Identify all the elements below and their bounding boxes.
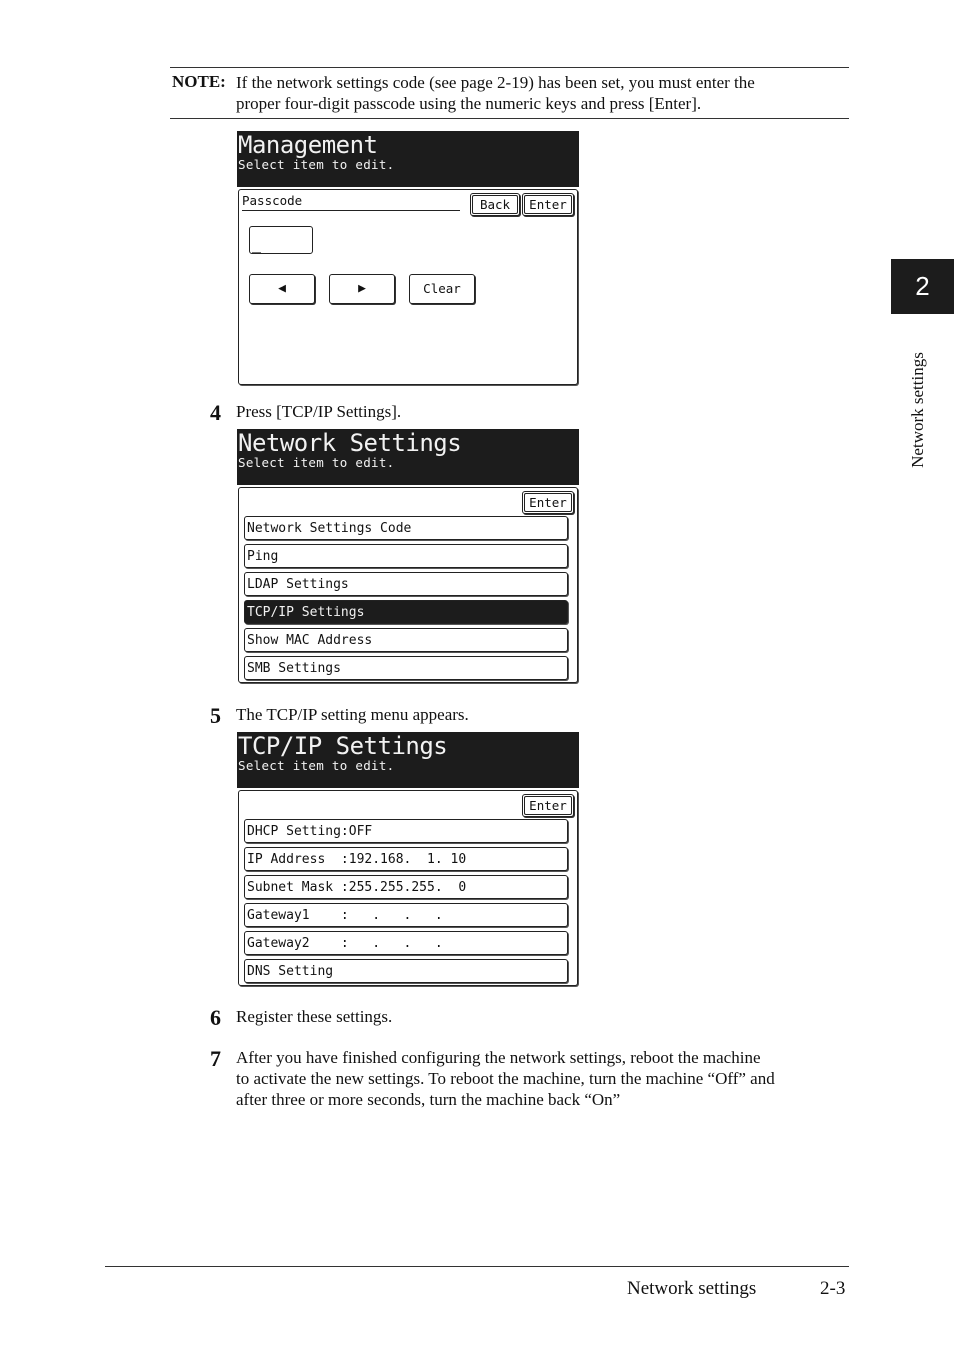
menu-item-tcpip-settings[interactable]: TCP/IP Settings (244, 600, 568, 624)
menu-item-ping[interactable]: Ping (244, 544, 568, 568)
clear-button[interactable] (409, 274, 475, 304)
footer-section: Network settings (627, 1278, 757, 1299)
management-title: Management (238, 131, 378, 159)
note-top-rule (170, 67, 849, 68)
right-arrow-icon: ▶ (358, 280, 366, 296)
step-7-text (236, 1047, 848, 1110)
footer-rule (105, 1266, 849, 1267)
passcode-cursor: _ (252, 235, 262, 253)
note-label: NOTE: (172, 72, 226, 91)
step-7-line-1: After you have finished configuring the network settings, reboot the machine (236, 1048, 761, 1067)
step-4-number: 4 (210, 400, 221, 425)
network-settings-header (237, 429, 579, 485)
enter-button-label: Enter (524, 796, 572, 815)
right-arrow-button[interactable] (329, 274, 395, 304)
menu-item-gateway1[interactable]: Gateway1 : . . . (244, 903, 568, 927)
chapter-side-label: Network settings (908, 352, 927, 468)
management-body (238, 189, 578, 385)
management-screen (237, 131, 579, 385)
step-5-text: The TCP/IP setting menu appears. (236, 705, 469, 724)
enter-button-label: Enter (524, 493, 572, 512)
tcpip-settings-screen (237, 732, 579, 986)
tcpip-settings-header (237, 732, 579, 788)
tcpip-settings-subtitle: Select item to edit. (238, 758, 395, 773)
menu-item-ip-address[interactable]: IP Address :192.168. 1. 10 (244, 847, 568, 871)
menu-item-network-settings-code[interactable]: Network Settings Code (244, 516, 568, 540)
network-settings-subtitle: Select item to edit. (238, 455, 395, 470)
management-header (237, 131, 579, 187)
tcpip-settings-body (238, 790, 578, 986)
menu-item-gateway2[interactable]: Gateway2 : . . . (244, 931, 568, 955)
network-settings-body (238, 487, 578, 683)
enter-button-label: Enter (524, 195, 572, 214)
left-arrow-button[interactable] (249, 274, 315, 304)
footer-page-number: 2-3 (820, 1278, 846, 1299)
note-bottom-rule (170, 118, 849, 119)
tcpip-settings-title: TCP/IP Settings (238, 732, 448, 760)
back-button[interactable] (470, 193, 520, 216)
menu-item-ldap-settings[interactable]: LDAP Settings (244, 572, 568, 596)
management-subtitle: Select item to edit. (238, 157, 395, 172)
passcode-label-underline (242, 210, 460, 211)
step-6-number: 6 (210, 1005, 221, 1030)
back-button-label: Back (472, 195, 518, 214)
note-line-2: proper four-digit passcode using the numeric keys and press [Enter]. (236, 94, 702, 113)
enter-button[interactable] (522, 193, 574, 216)
network-settings-title: Network Settings (238, 429, 462, 457)
menu-item-show-mac-address[interactable]: Show MAC Address (244, 628, 568, 652)
menu-item-subnet-mask[interactable]: Subnet Mask :255.255.255. 0 (244, 875, 568, 899)
note-text (236, 72, 848, 114)
step-5-number: 5 (210, 703, 221, 728)
step-6-text: Register these settings. (236, 1007, 393, 1026)
enter-button[interactable] (522, 794, 574, 817)
clear-button-label: Clear (423, 280, 461, 296)
menu-item-smb-settings[interactable]: SMB Settings (244, 656, 568, 680)
chapter-tab: 2 (891, 259, 954, 314)
note-line-1: If the network settings code (see page 2-19) has been set, you must enter the (236, 73, 755, 92)
enter-button[interactable] (522, 491, 574, 514)
passcode-label: Passcode (242, 193, 303, 208)
step-7-number: 7 (210, 1046, 221, 1071)
menu-item-dns-setting[interactable]: DNS Setting (244, 959, 568, 983)
step-7-line-2: to activate the new settings. To reboot the machine, turn the machine “Off” and (236, 1069, 775, 1088)
step-7-line-3: after three or more seconds, turn the machine back “On” (236, 1090, 621, 1109)
left-arrow-icon: ◀ (278, 280, 286, 296)
step-4-text: Press [TCP/IP Settings]. (236, 402, 402, 421)
network-settings-screen (237, 429, 579, 683)
passcode-input[interactable] (249, 226, 313, 254)
menu-item-dhcp-setting[interactable]: DHCP Setting:OFF (244, 819, 568, 843)
